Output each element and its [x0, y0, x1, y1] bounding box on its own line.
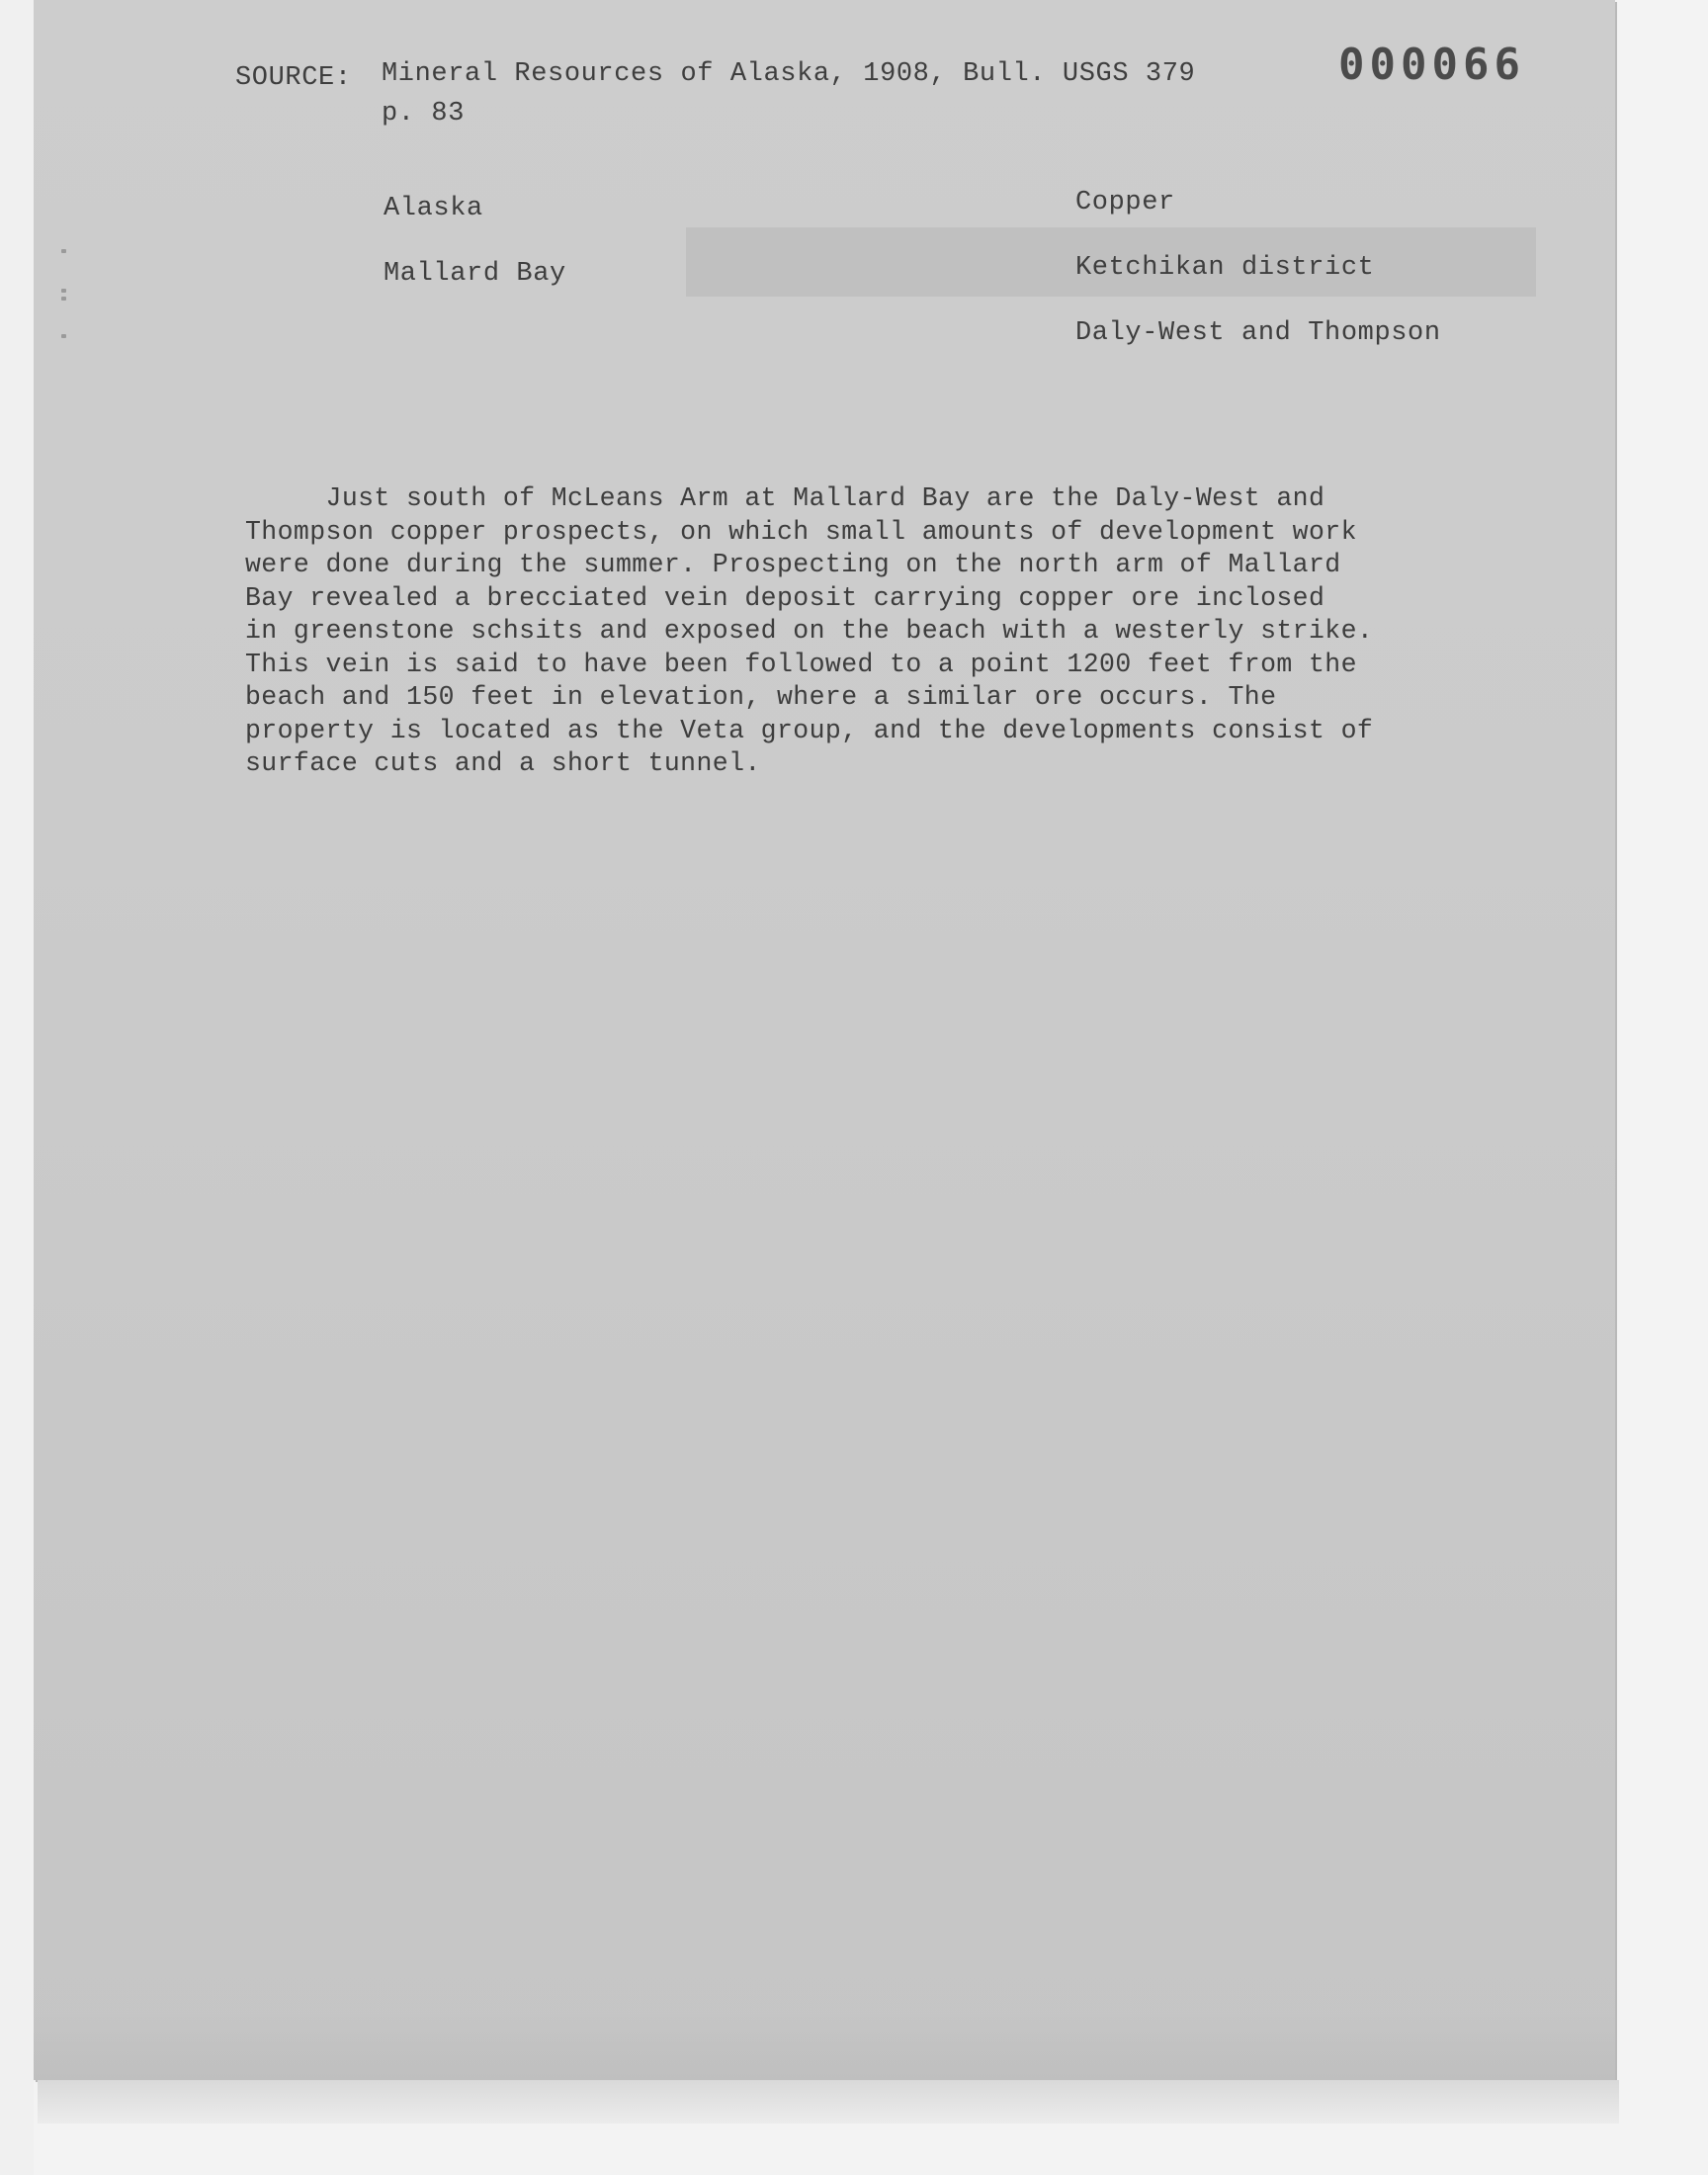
scan-margin-left: [0, 0, 34, 2175]
paragraph-line: Thompson copper prospects, on which small amounts of development work: [245, 516, 1357, 547]
paragraph-line: property is located as the Veta group, and the developments consist of: [245, 715, 1374, 745]
state-label: Alaska: [384, 194, 483, 223]
paragraph-line: This vein is said to have been followed to a point 1200 feet from the: [245, 649, 1357, 679]
paragraph-line: Bay revealed a brecciated vein deposit carrying copper ore inclosed: [245, 582, 1325, 613]
document-number: 000066: [1338, 40, 1525, 90]
commodity-label: Copper: [1075, 188, 1175, 218]
paragraph-line: in greenstone schsits and exposed on the beach with a westerly strike.: [245, 616, 1374, 646]
paragraph-line: Just south of McLeans Arm at Mallard Bay are the Daly-West and: [245, 483, 1325, 513]
locality-label: Mallard Bay: [384, 259, 566, 289]
paragraph-line: were done during the summer. Prospecting on the north arm of Mallard: [245, 550, 1341, 579]
paragraph-line: beach and 150 feet in elevation, where a similar ore occurs. The: [245, 682, 1277, 712]
property-name: Daly-West and Thompson: [1075, 318, 1441, 348]
page-shadow: [38, 2080, 1619, 2124]
margin-mark: [61, 289, 66, 293]
document-page: [34, 0, 1615, 2080]
margin-mark: [61, 334, 66, 338]
margin-mark: [61, 297, 66, 301]
district-label: Ketchikan district: [1075, 253, 1375, 283]
source-page: p. 83: [382, 99, 466, 129]
paragraph-line: surface cuts and a short tunnel.: [245, 748, 761, 778]
description-paragraph: [245, 482, 1471, 781]
source-label: SOURCE:: [235, 63, 352, 93]
margin-mark: [61, 249, 66, 253]
source-citation: Mineral Resources of Alaska, 1908, Bull. USGS 379: [382, 59, 1196, 89]
